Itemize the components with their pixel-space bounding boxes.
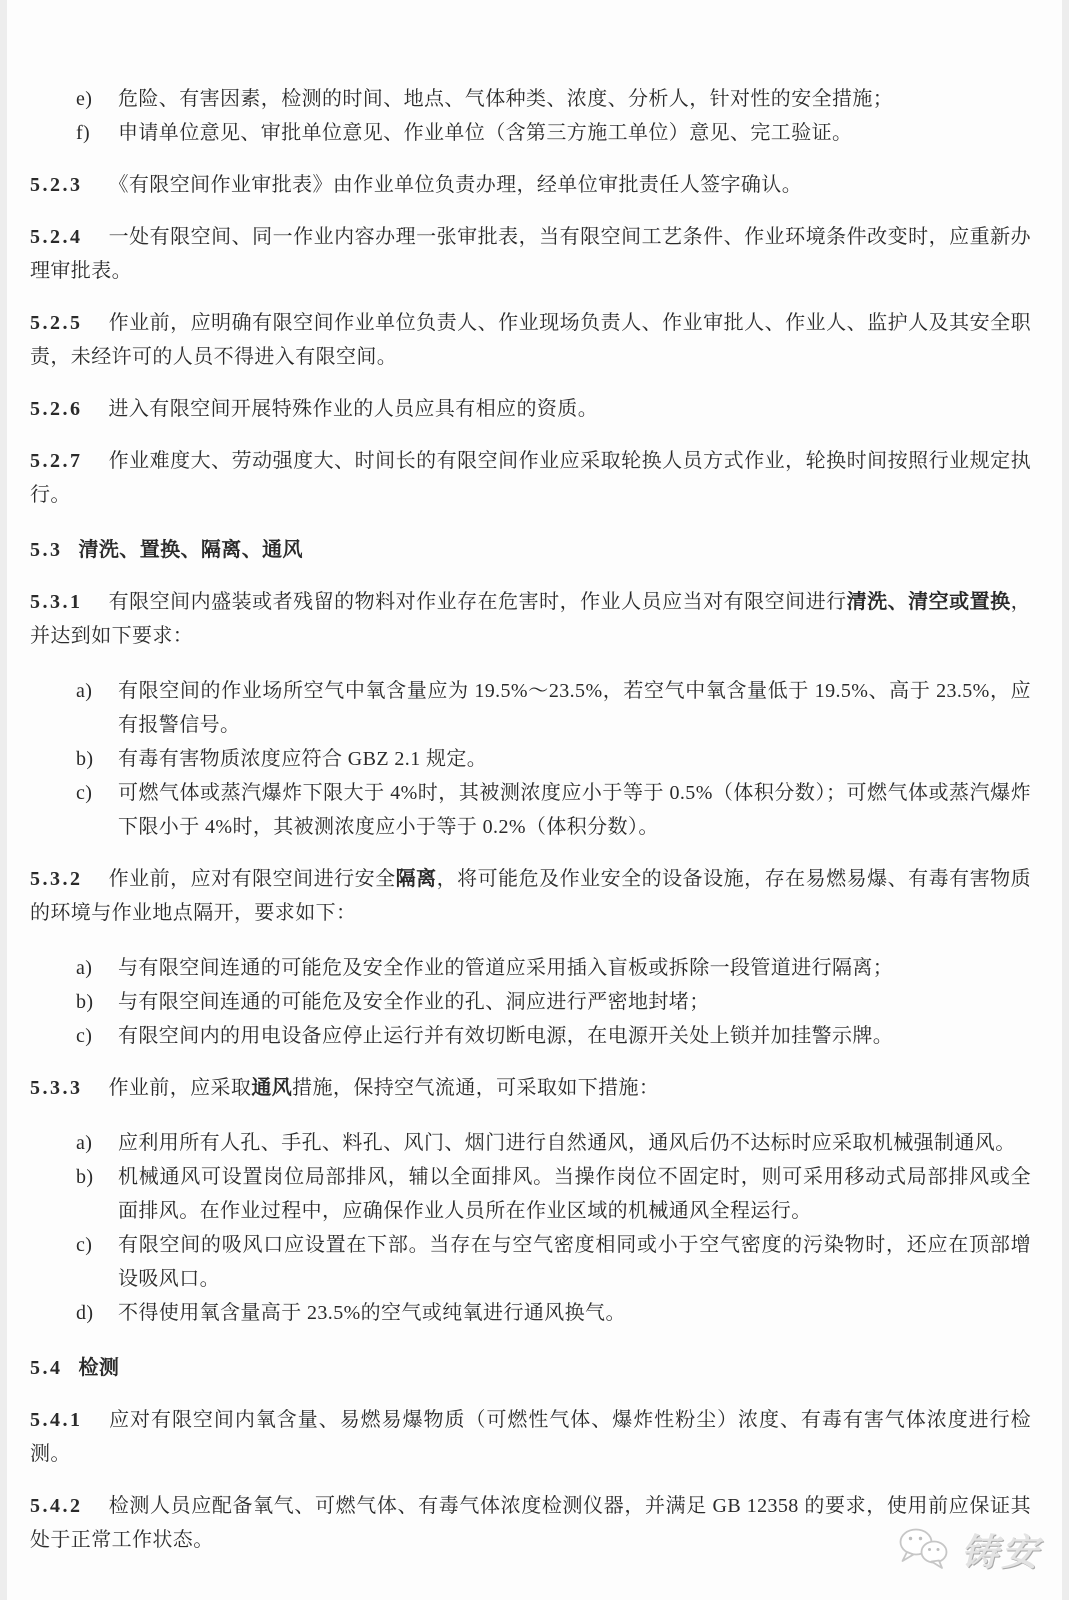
- block-text: [30, 450, 1031, 506]
- block-text: [30, 226, 1031, 282]
- block-text: [79, 1357, 120, 1379]
- text-segment: 与有限空间连通的可能危及安全作业的孔、洞应进行严密地封堵；: [118, 991, 710, 1013]
- block-text: [118, 82, 1031, 116]
- text-segment: 作业前，应采取: [108, 1077, 252, 1099]
- block-text: [30, 1409, 1031, 1465]
- text-segment: 有限空间的吸风口应设置在下部。当存在与空气密度相同或小于空气密度的污染物时，还应在顶部增设吸风口。: [118, 1234, 1031, 1290]
- clause-paragraph: [30, 168, 1031, 202]
- block-text: [79, 539, 303, 561]
- clause-paragraph: [30, 1489, 1031, 1557]
- text-segment: 作业前，应对有限空间进行安全: [108, 868, 396, 890]
- list-marker: c): [76, 782, 93, 804]
- text-segment: 与有限空间连通的可能危及安全作业的管道应采用插入盲板或拆除一段管道进行隔离；: [118, 957, 894, 979]
- clause-paragraph: [30, 306, 1031, 374]
- list-item: [30, 951, 1031, 985]
- clause-paragraph: [30, 1071, 1031, 1105]
- list-item: [30, 985, 1031, 1019]
- block-text: [118, 674, 1031, 742]
- text-segment: 不得使用氧含量高于 23.5%的空气或纯氧进行通风换气。: [118, 1302, 626, 1324]
- clause-number: 5.3.3: [30, 1077, 83, 1099]
- wechat-logo-icon: [895, 1526, 951, 1572]
- text-segment: 作业前，应明确有限空间作业单位负责人、作业现场负责人、作业审批人、作业人、监护人及其安全职责，未经许可的人员不得进入有限空间。: [30, 312, 1031, 368]
- text-segment: 应利用所有人孔、手孔、料孔、风门、烟门进行自然通风，通风后仍不达标时应采取机械强制通风。: [118, 1132, 1016, 1154]
- list-marker: b): [76, 1166, 94, 1188]
- page-right-edge: [1062, 0, 1069, 1600]
- list-item: [30, 1228, 1031, 1296]
- block-text: [109, 174, 803, 196]
- list-marker: d): [76, 1302, 94, 1324]
- list-item: [30, 742, 1031, 776]
- block-text: [30, 312, 1031, 368]
- list-item: [30, 776, 1031, 844]
- section-heading: [30, 533, 1031, 567]
- text-segment: 清洗、清空或置换: [846, 591, 1011, 613]
- text-segment: 应对有限空间内氧含量、易燃易爆物质（可燃性气体、爆炸性粉尘）浓度、有毒有害气体浓度进行检测。: [30, 1409, 1031, 1465]
- block-text: [118, 776, 1031, 844]
- text-segment: 危险、有害因素，检测的时间、地点、气体种类、浓度、分析人，针对性的安全措施；: [118, 88, 894, 110]
- list-item: [30, 1160, 1031, 1228]
- list-item: [30, 674, 1031, 742]
- clause-paragraph: [30, 220, 1031, 288]
- text-segment: ，并达到如下要求：: [30, 591, 1031, 647]
- clause-paragraph: [30, 862, 1031, 930]
- list-marker: c): [76, 1025, 93, 1047]
- list-marker: f): [76, 122, 91, 144]
- list-item: [30, 1296, 1031, 1330]
- list-marker: a): [76, 680, 93, 702]
- block-text: [109, 1077, 660, 1099]
- block-text: [118, 951, 1031, 985]
- list-marker: a): [76, 1132, 93, 1154]
- clause-paragraph: [30, 392, 1031, 426]
- block-text: [118, 1019, 1031, 1053]
- text-segment: 检测: [78, 1357, 120, 1379]
- list-marker: a): [76, 957, 93, 979]
- clause-number: 5.2.7: [30, 450, 83, 472]
- list-item: [30, 82, 1031, 116]
- text-segment: ，将可能危及作业安全的设备设施，存在易燃易爆、有毒有害物质的环境与作业地点隔开，要求如下：: [30, 868, 1031, 924]
- text-segment: 清洗、置换、隔离、通风: [78, 539, 303, 561]
- document-body: [30, 82, 1031, 1557]
- block-text: [118, 1296, 1031, 1330]
- watermark-label: 铸安: [961, 1533, 1041, 1574]
- block-text: [118, 1160, 1031, 1228]
- block-text: [118, 116, 1031, 150]
- block-text: [118, 1228, 1031, 1296]
- clause-number: 5.2.5: [30, 312, 83, 334]
- block-text: [118, 985, 1031, 1019]
- block-text: [118, 1126, 1031, 1160]
- section-heading: [30, 1351, 1031, 1385]
- text-segment: 作业难度大、劳动强度大、时间长的有限空间作业应采取轮换人员方式作业，轮换时间按照行业规定执行。: [30, 450, 1031, 506]
- block-text: [30, 1495, 1031, 1551]
- clause-number: 5.3.2: [30, 868, 83, 890]
- clause-number: 5.4.1: [30, 1409, 83, 1431]
- list-marker: b): [76, 748, 94, 770]
- text-segment: 一处有限空间、同一作业内容办理一张审批表，当有限空间工艺条件、作业环境条件改变时，应重新办理审批表。: [30, 226, 1031, 282]
- page-left-edge: [0, 0, 7, 1600]
- list-marker: c): [76, 1234, 93, 1256]
- text-segment: 进入有限空间开展特殊作业的人员应具有相应的资质。: [108, 398, 599, 420]
- clause-number: 5.3: [30, 539, 63, 561]
- clause-number: 5.3.1: [30, 591, 83, 613]
- list-marker: b): [76, 991, 94, 1013]
- text-segment: 申请单位意见、审批单位意见、作业单位（含第三方施工单位）意见、完工验证。: [118, 122, 853, 144]
- clause-paragraph: [30, 444, 1031, 512]
- clause-number: 5.2.4: [30, 226, 83, 248]
- clause-number: 5.2.6: [30, 398, 83, 420]
- text-segment: 机械通风可设置岗位局部排风，辅以全面排风。当操作岗位不固定时，则可采用移动式局部排风或全面排风。在作业过程中，应确保作业人员所在作业区域的机械通风全程运行。: [118, 1166, 1031, 1222]
- text-segment: 有限空间内的用电设备应停止运行并有效切断电源，在电源开关处上锁并加挂警示牌。: [118, 1025, 894, 1047]
- block-text: [118, 742, 1031, 776]
- clause-number: 5.4.2: [30, 1495, 83, 1517]
- block-text: [30, 591, 1031, 647]
- text-segment: 通风: [251, 1077, 293, 1099]
- text-segment: 有毒有害物质浓度应符合 GBZ 2.1 规定。: [118, 748, 488, 770]
- clause-paragraph: [30, 585, 1031, 653]
- list-item: [30, 116, 1031, 150]
- text-segment: 可燃气体或蒸汽爆炸下限大于 4%时，其被测浓度应小于等于 0.5%（体积分数）；可燃气体或蒸汽爆炸下限小于 4%时，其被测浓度应小于等于 0.2%（体积分数）。: [118, 782, 1031, 838]
- block-text: [109, 398, 599, 420]
- text-segment: 隔离: [395, 868, 437, 890]
- text-segment: 有限空间的作业场所空气中氧含量应为 19.5%～23.5%，若空气中氧含量低于 19.5%、高于 23.5%，应有报警信号。: [118, 680, 1031, 736]
- list-item: [30, 1126, 1031, 1160]
- block-text: [30, 868, 1031, 924]
- clause-paragraph: [30, 1403, 1031, 1471]
- text-segment: 《有限空间作业审批表》由作业单位负责办理，经单位审批责任人签字确认。: [108, 174, 803, 196]
- clause-number: 5.4: [30, 1357, 63, 1379]
- watermark: [895, 1522, 1041, 1576]
- clause-number: 5.2.3: [30, 174, 83, 196]
- list-marker: e): [76, 88, 93, 110]
- list-item: [30, 1019, 1031, 1053]
- text-segment: 措施，保持空气流通，可采取如下措施：: [292, 1077, 660, 1099]
- text-segment: 检测人员应配备氧气、可燃气体、有毒气体浓度检测仪器，并满足 GB 12358 的要求，使用前应保证其处于正常工作状态。: [30, 1495, 1031, 1551]
- text-segment: 有限空间内盛装或者残留的物料对作业存在危害时，作业人员应当对有限空间进行: [108, 591, 847, 613]
